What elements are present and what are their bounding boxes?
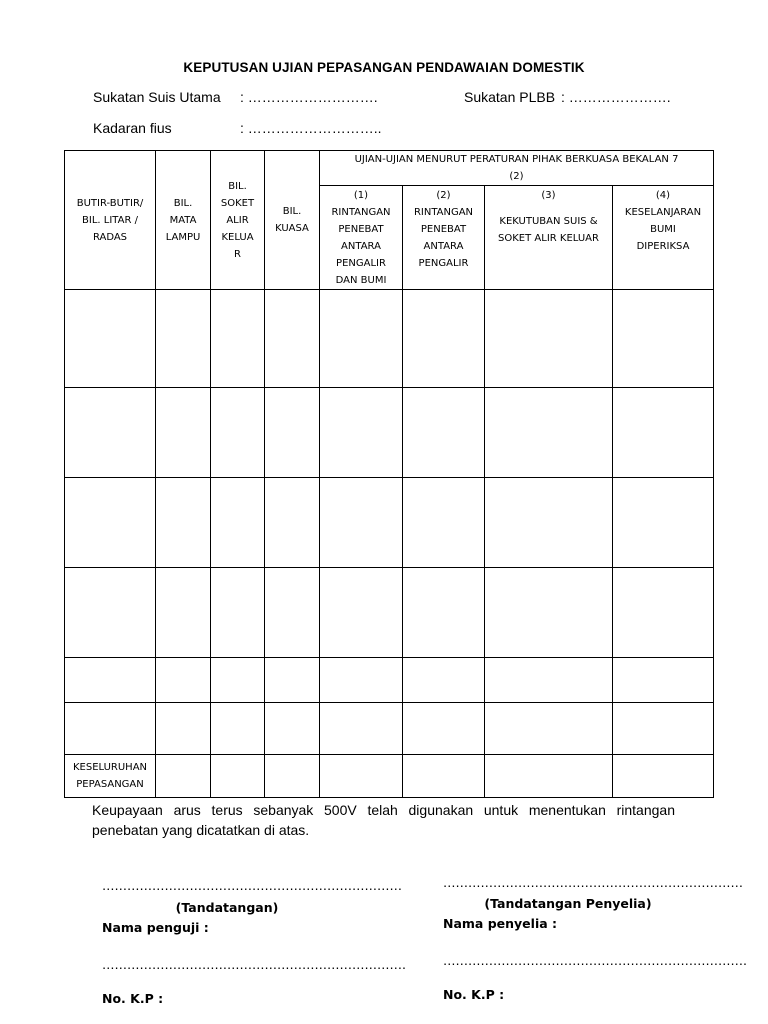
header-test-1: (1) RINTANGAN PENEBAT ANTARA PENGALIR DAN BUMI — [320, 186, 403, 290]
header-items: BUTIR-BUTIR/ BIL. LITAR / RADAS — [65, 151, 156, 290]
tester-ic-label: No. K.P : — [102, 991, 164, 1006]
total-label: KESELURUHAN PEPASANGAN — [65, 755, 156, 798]
supervisor-name-line: ………………………………………………………………. — [443, 953, 747, 968]
test-results-table — [64, 150, 714, 798]
main-switch-value: : ………………………. — [240, 89, 378, 105]
main-switch-label: Sukatan Suis Utama — [93, 89, 221, 105]
plbb-label: Sukatan PLBB — [464, 89, 556, 105]
right-signature-label: (Tandatangan Penyelia) — [484, 896, 652, 911]
header-socket: BIL. SOKET ALIR KELUA R — [211, 151, 265, 290]
table-row — [65, 568, 714, 658]
right-signature-line: ……………………………………………………………… — [443, 875, 743, 890]
header-test-4: (4) KESELANJARAN BUMI DIPERIKSA — [613, 186, 714, 290]
header-power: BIL. KUASA — [265, 151, 320, 290]
header-tests-group: UJIAN-UJIAN MENURUT PERATURAN PIHAK BERKUASA BEKALAN 7 (2) — [320, 151, 714, 186]
tester-name-line: ………………………………………………………………. — [102, 957, 406, 972]
supervisor-name-label: Nama penyelia : — [443, 916, 558, 931]
supervisor-ic-label: No. K.P : — [443, 987, 505, 1002]
left-signature-label: (Tandatangan) — [175, 900, 279, 915]
test-note-paragraph: Keupayaan arus terus sebanyak 500V telah digunakan untuk menentukan rintangan penebatan yang dicatatkan di atas. — [92, 802, 675, 838]
header-lamp: BIL. MATA LAMPU — [156, 151, 211, 290]
table-row — [65, 290, 714, 388]
plbb-value: : …………………. — [561, 89, 671, 105]
table-row — [65, 478, 714, 568]
table-row — [65, 388, 714, 478]
fuse-label: Kadaran fius — [93, 120, 172, 136]
table-row — [65, 703, 714, 755]
fuse-value: : ……………………….. — [240, 120, 382, 136]
table-row-total — [65, 755, 714, 798]
document-title: KEPUTUSAN UJIAN PEPASANGAN PENDAWAIAN DOMESTIK — [183, 60, 585, 75]
header-test-3: (3) KEKUTUBAN SUIS & SOKET ALIR KELUAR — [485, 186, 613, 290]
left-signature-line: ……………………………………………………………… — [102, 878, 402, 893]
table-row — [65, 658, 714, 703]
tester-name-label: Nama penguji : — [102, 920, 209, 935]
header-test-2: (2) RINTANGAN PENEBAT ANTARA PENGALIR — [403, 186, 485, 290]
